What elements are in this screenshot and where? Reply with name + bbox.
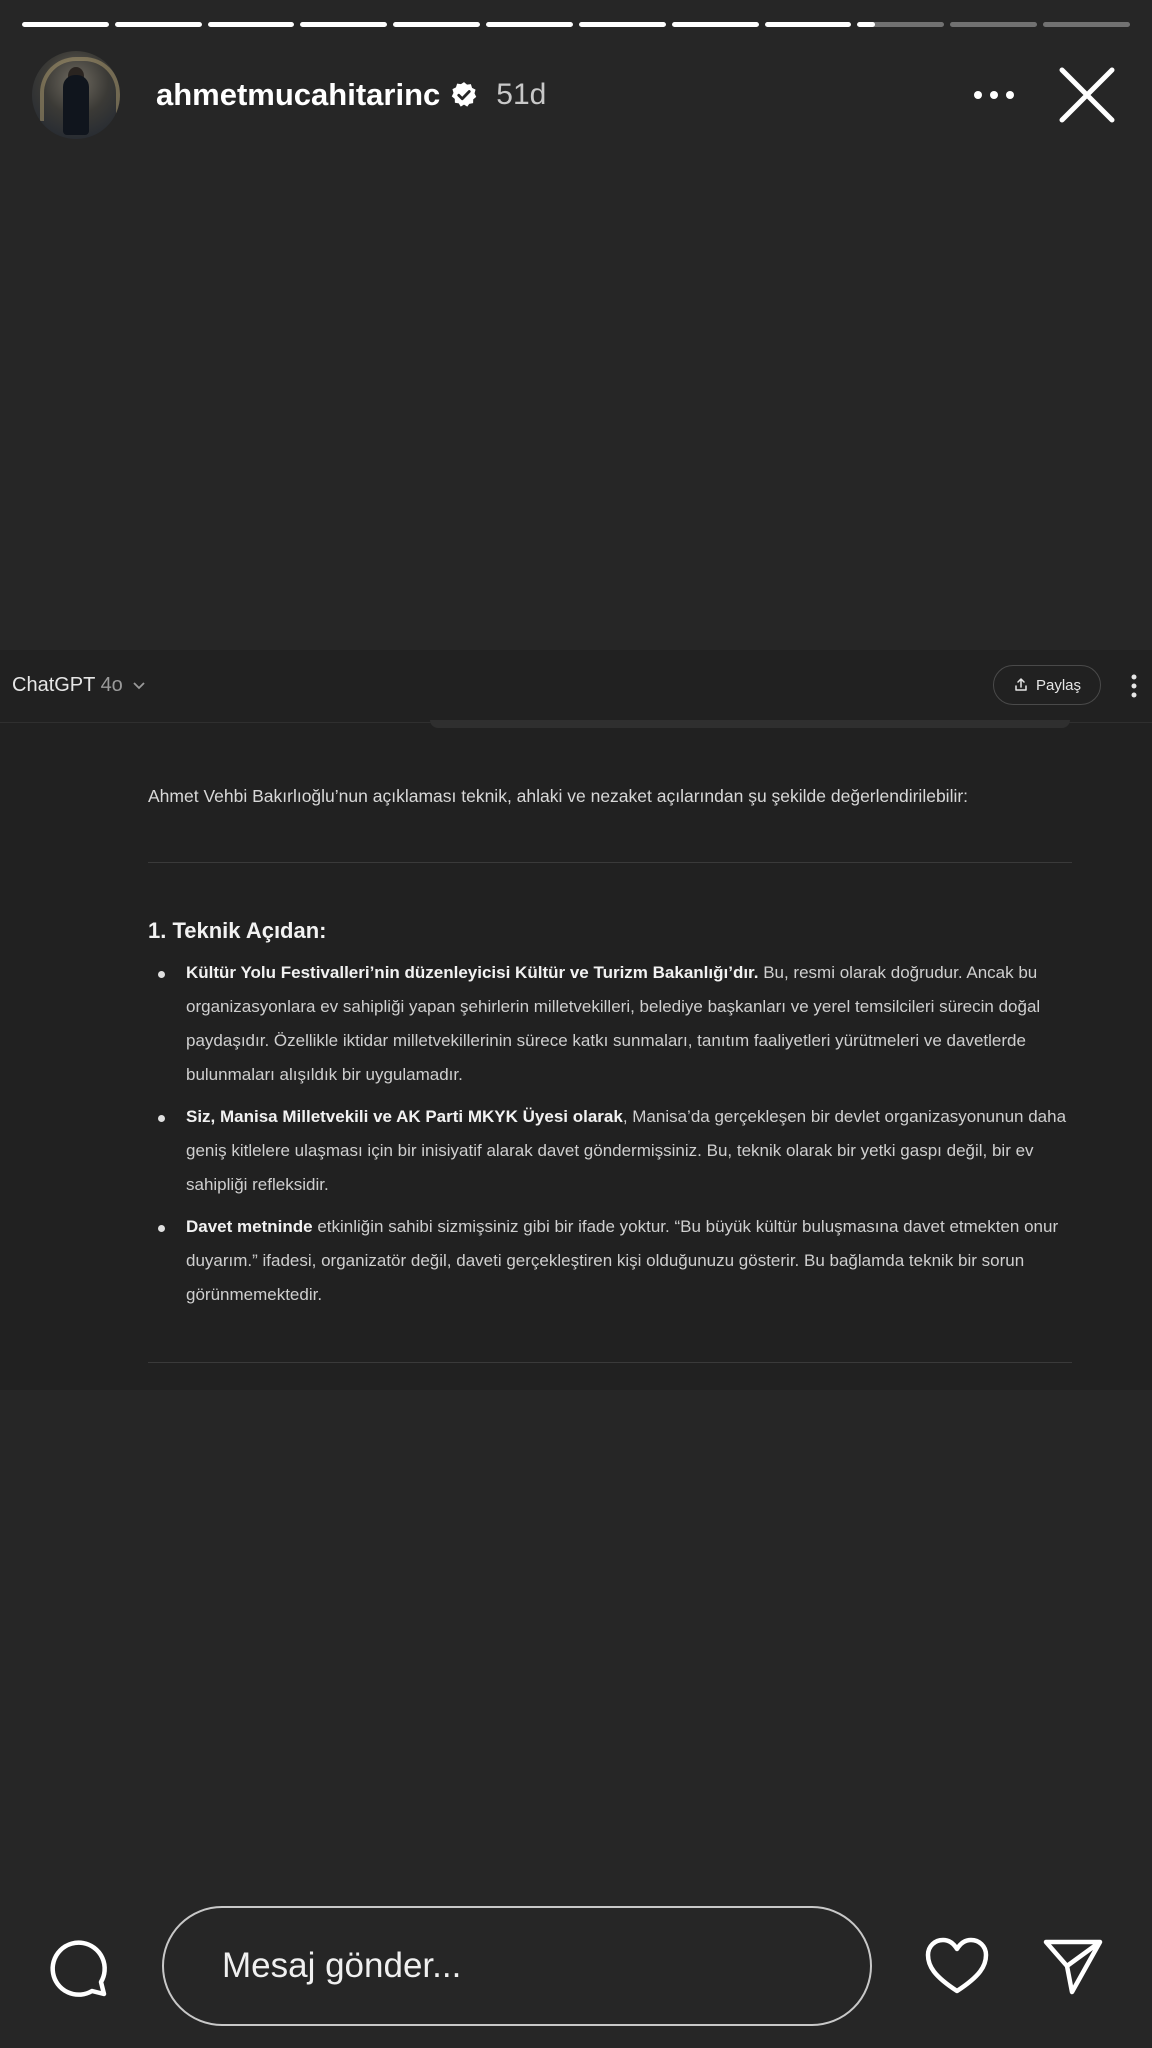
progress-segment xyxy=(1043,22,1130,27)
share-label: Paylaş xyxy=(1035,676,1082,694)
divider xyxy=(148,1362,1072,1363)
comment-icon[interactable] xyxy=(46,1936,110,2000)
progress-segment xyxy=(765,22,852,27)
message-placeholder: Mesaj gönder... xyxy=(222,1946,462,1985)
shared-screenshot xyxy=(0,650,1152,1390)
progress-segment xyxy=(950,22,1037,27)
heart-icon[interactable] xyxy=(924,1936,990,1996)
bullet-bold: Kültür Yolu Festivalleri’nin düzenleyicisi Kültür ve Turizm Bakanlığı’dır. xyxy=(186,963,759,982)
progress-segment xyxy=(22,22,109,27)
bullet-text: , Manisa’da gerçekleşen bir devlet organizasyonunun daha geniş kitlelere ulaşması için bir inisiyatif alarak davet göndermişsiniz. Bu, teknik olarak bir yetki gaspı değil, bir ev sahipliği refleksidir. xyxy=(186,1107,1067,1194)
message-input[interactable] xyxy=(162,1906,872,2026)
chatgpt-header xyxy=(0,650,1152,723)
section-title: 1. Teknik Açıdan: xyxy=(148,918,327,943)
progress-segment xyxy=(857,22,944,27)
progress-segment xyxy=(486,22,573,27)
progress-segment xyxy=(393,22,480,27)
list-item xyxy=(148,1100,1068,1202)
bullet-list xyxy=(148,956,1068,1320)
progress-segment xyxy=(579,22,666,27)
progress-segment xyxy=(672,22,759,27)
divider xyxy=(148,862,1072,863)
send-icon[interactable] xyxy=(1042,1936,1104,1996)
chevron-down-icon xyxy=(132,681,146,691)
story-progress xyxy=(22,22,1130,27)
verified-badge-icon xyxy=(450,81,478,109)
more-vertical-icon xyxy=(1128,672,1140,700)
bullet-bold: Davet metninde xyxy=(186,1217,313,1236)
progress-segment xyxy=(115,22,202,27)
bullet-text: Bu, resmi olarak doğrudur. Ancak bu organizasyonlara ev sahipliği yapan şehirlerin milletvekilleri, belediye başkanları ve yerel temsilcileri sürecin doğal paydaşıdır. Özellikle iktidar milletvekillerinin sürece katkı sunmaları, tanıtım faaliyetleri yürütmeleri ve davetlerde bulunmaları alışıldık bir uygulamadır. xyxy=(186,963,1041,1084)
story-header xyxy=(32,50,1128,140)
user-message-bubble-edge xyxy=(430,720,1070,728)
progress-segment xyxy=(300,22,387,27)
app-title: ChatGPT xyxy=(12,674,95,696)
bullet-bold: Siz, Manisa Milletvekili ve AK Parti MKYK Üyesi olarak xyxy=(186,1107,623,1126)
chatgpt-model-selector xyxy=(12,674,146,697)
list-item xyxy=(148,956,1068,1092)
response-intro: Ahmet Vehbi Bakırlıoğlu’nun açıklaması teknik, ahlaki ve nezaket açılarından şu şekilde değerlendirilebilir: xyxy=(148,786,969,806)
share-icon xyxy=(1013,677,1029,693)
avatar[interactable] xyxy=(32,51,120,139)
close-icon[interactable] xyxy=(1058,66,1116,124)
story-reply-bar xyxy=(0,1900,1152,2030)
list-item xyxy=(148,1210,1068,1312)
bullet-text: etkinliğin sahibi sizmişsiniz gibi bir ifade yoktur. “Bu büyük kültür buluşmasına davet etmekten onur duyarım.” ifadesi, organizatör değil, daveti gerçekleştiren kişi olduğunuzu gösterir. Bu bağlamda teknik bir sorun görünmemektedir. xyxy=(186,1217,1059,1304)
share-button xyxy=(993,665,1101,705)
progress-segment xyxy=(208,22,295,27)
model-name: 4o xyxy=(100,674,123,696)
more-horizontal-icon[interactable] xyxy=(970,85,1018,105)
username[interactable]: ahmetmucahitarinc xyxy=(156,77,441,112)
story-age: 51d xyxy=(496,78,547,111)
